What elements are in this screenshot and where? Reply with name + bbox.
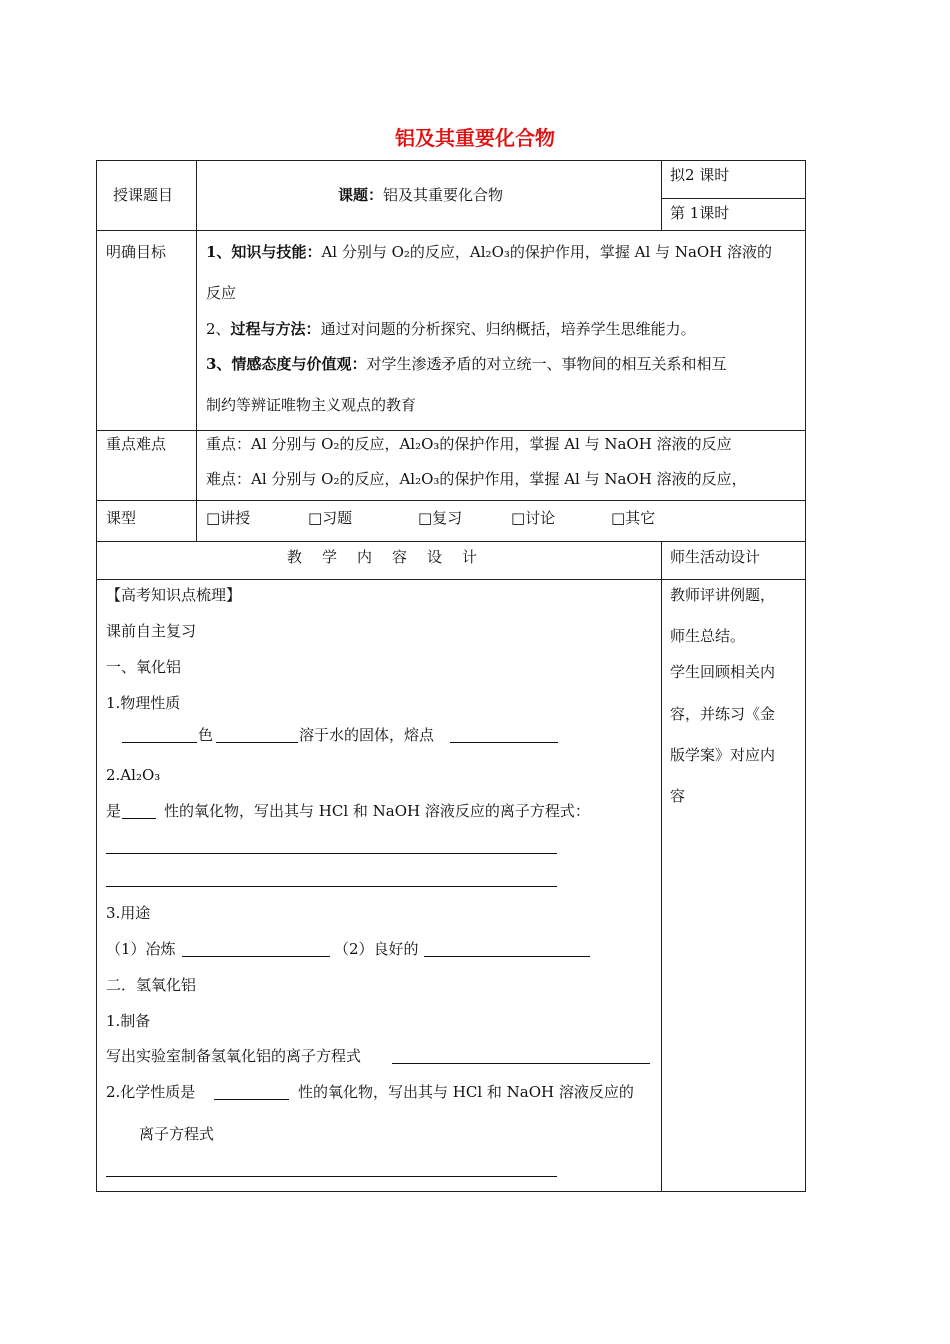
objective-3-line-2: 制约等辨证唯物主义观点的教育 xyxy=(206,396,417,414)
activity-design-header: 师生活动设计 xyxy=(670,548,761,566)
blank-line xyxy=(424,956,590,957)
objective-1-line-1 xyxy=(206,242,772,262)
chemical-property-prefix: 2.化学性质是 xyxy=(106,1083,196,1101)
fill-color-label: 色 xyxy=(198,726,214,744)
row-divider xyxy=(96,579,806,580)
alumina-item: 2.Al₂O₃ xyxy=(106,766,161,784)
objective-2-number: 2、 xyxy=(206,320,231,338)
lesson-type-lecture[interactable]: □讲授 xyxy=(206,509,251,527)
content-design-header: 教学内容设计 xyxy=(287,548,498,566)
activity-line: 教师评讲例题， xyxy=(670,586,776,604)
objective-2 xyxy=(206,319,696,339)
objective-1-line-2: 反应 xyxy=(206,284,237,302)
use-good: （2）良好的 xyxy=(334,940,419,958)
key-point: 重点：Al 分别与 O₂的反应，Al₂O₃的保护作用，掌握 Al 与 NaOH 溶液的反应 xyxy=(206,435,732,453)
alumina-question: 性的氧化物，写出其与 HCl 和 NaOH 溶液反应的离子方程式： xyxy=(164,802,590,820)
heading-alumina: 一、氧化铝 xyxy=(106,658,182,676)
lesson-type-label: 课型 xyxy=(106,509,137,527)
chemical-property-question: 性的氧化物，写出其与 HCl 和 NaOH 溶液反应的 xyxy=(298,1083,634,1101)
heading-aluminium-hydroxide: 二．氢氧化铝 xyxy=(106,976,197,994)
physical-properties: 1.物理性质 xyxy=(106,694,181,712)
row-divider xyxy=(96,541,806,542)
objective-3-text: 对学生渗透矛盾的对立统一、事物间的相互关系和相互 xyxy=(366,355,727,373)
blank-line xyxy=(216,742,298,743)
pre-class-review: 课前自主复习 xyxy=(106,622,197,640)
current-hour: 第 1课时 xyxy=(670,204,730,222)
column-divider xyxy=(196,160,197,541)
activity-line: 版学案》对应内 xyxy=(670,746,776,764)
row-divider xyxy=(96,430,806,431)
objectives-label: 明确目标 xyxy=(106,243,167,261)
objective-1-heading: 1、知识与技能： xyxy=(206,243,322,261)
objective-2-heading: 过程与方法： xyxy=(230,320,321,338)
topic-label: 授课题目 xyxy=(113,186,174,204)
objective-2-text: 通过对问题的分析探究、归纳概括，培养学生思维能力。 xyxy=(320,320,696,338)
answer-line xyxy=(106,886,557,887)
blank-line xyxy=(392,1063,650,1064)
fill-solubility-text: 溶于水的固体，熔点 xyxy=(299,726,435,744)
difficult-point: 难点：Al 分别与 O₂的反应，Al₂O₃的保护作用，掌握 Al 与 NaOH 溶液的反应， xyxy=(206,470,747,488)
activity-line: 容 xyxy=(670,787,686,805)
lesson-type-other[interactable]: □其它 xyxy=(611,509,656,527)
blank-line xyxy=(450,742,558,743)
blank-line xyxy=(214,1099,289,1100)
objective-3-heading: 3、情感态度与价值观： xyxy=(206,355,367,373)
activity-line: 学生回顾相关内 xyxy=(670,663,776,681)
topic-cell xyxy=(338,185,503,205)
alumina-is: 是 xyxy=(106,802,122,820)
lesson-type-discussion[interactable]: □讨论 xyxy=(511,509,556,527)
plan-hours: 拟2 课时 xyxy=(670,166,730,184)
row-divider xyxy=(661,198,806,199)
preparation-question: 写出实验室制备氢氧化铝的离子方程式 xyxy=(106,1047,362,1065)
row-divider xyxy=(96,230,806,231)
blank-line xyxy=(122,742,197,743)
answer-line xyxy=(106,1176,557,1177)
preparation-heading: 1.制备 xyxy=(106,1012,151,1030)
topic-prefix: 课题： xyxy=(338,186,384,204)
activity-line: 师生总结。 xyxy=(670,627,746,645)
lesson-type-exercise[interactable]: □习题 xyxy=(308,509,353,527)
uses-heading: 3.用途 xyxy=(106,904,151,922)
ionic-equation-label: 离子方程式 xyxy=(139,1125,215,1143)
section-heading: 【高考知识点梳理】 xyxy=(106,586,242,604)
blank-line xyxy=(182,956,330,957)
objective-1-text: Al 分别与 O₂的反应，Al₂O₃的保护作用，掌握 Al 与 NaOH 溶液的 xyxy=(321,243,773,261)
column-divider xyxy=(661,160,662,230)
page-title: 铝及其重要化合物 xyxy=(395,126,555,150)
objective-3-line-1 xyxy=(206,354,726,374)
row-divider xyxy=(96,500,806,501)
activity-line: 容，并练习《金 xyxy=(670,705,776,723)
key-points-label: 重点难点 xyxy=(106,435,167,453)
lesson-type-review[interactable]: □复习 xyxy=(418,509,463,527)
column-divider xyxy=(661,541,662,1192)
use-smelting: （1）冶炼 xyxy=(106,940,176,958)
blank-line xyxy=(122,818,156,819)
topic-text: 铝及其重要化合物 xyxy=(383,186,504,204)
answer-line xyxy=(106,853,557,854)
